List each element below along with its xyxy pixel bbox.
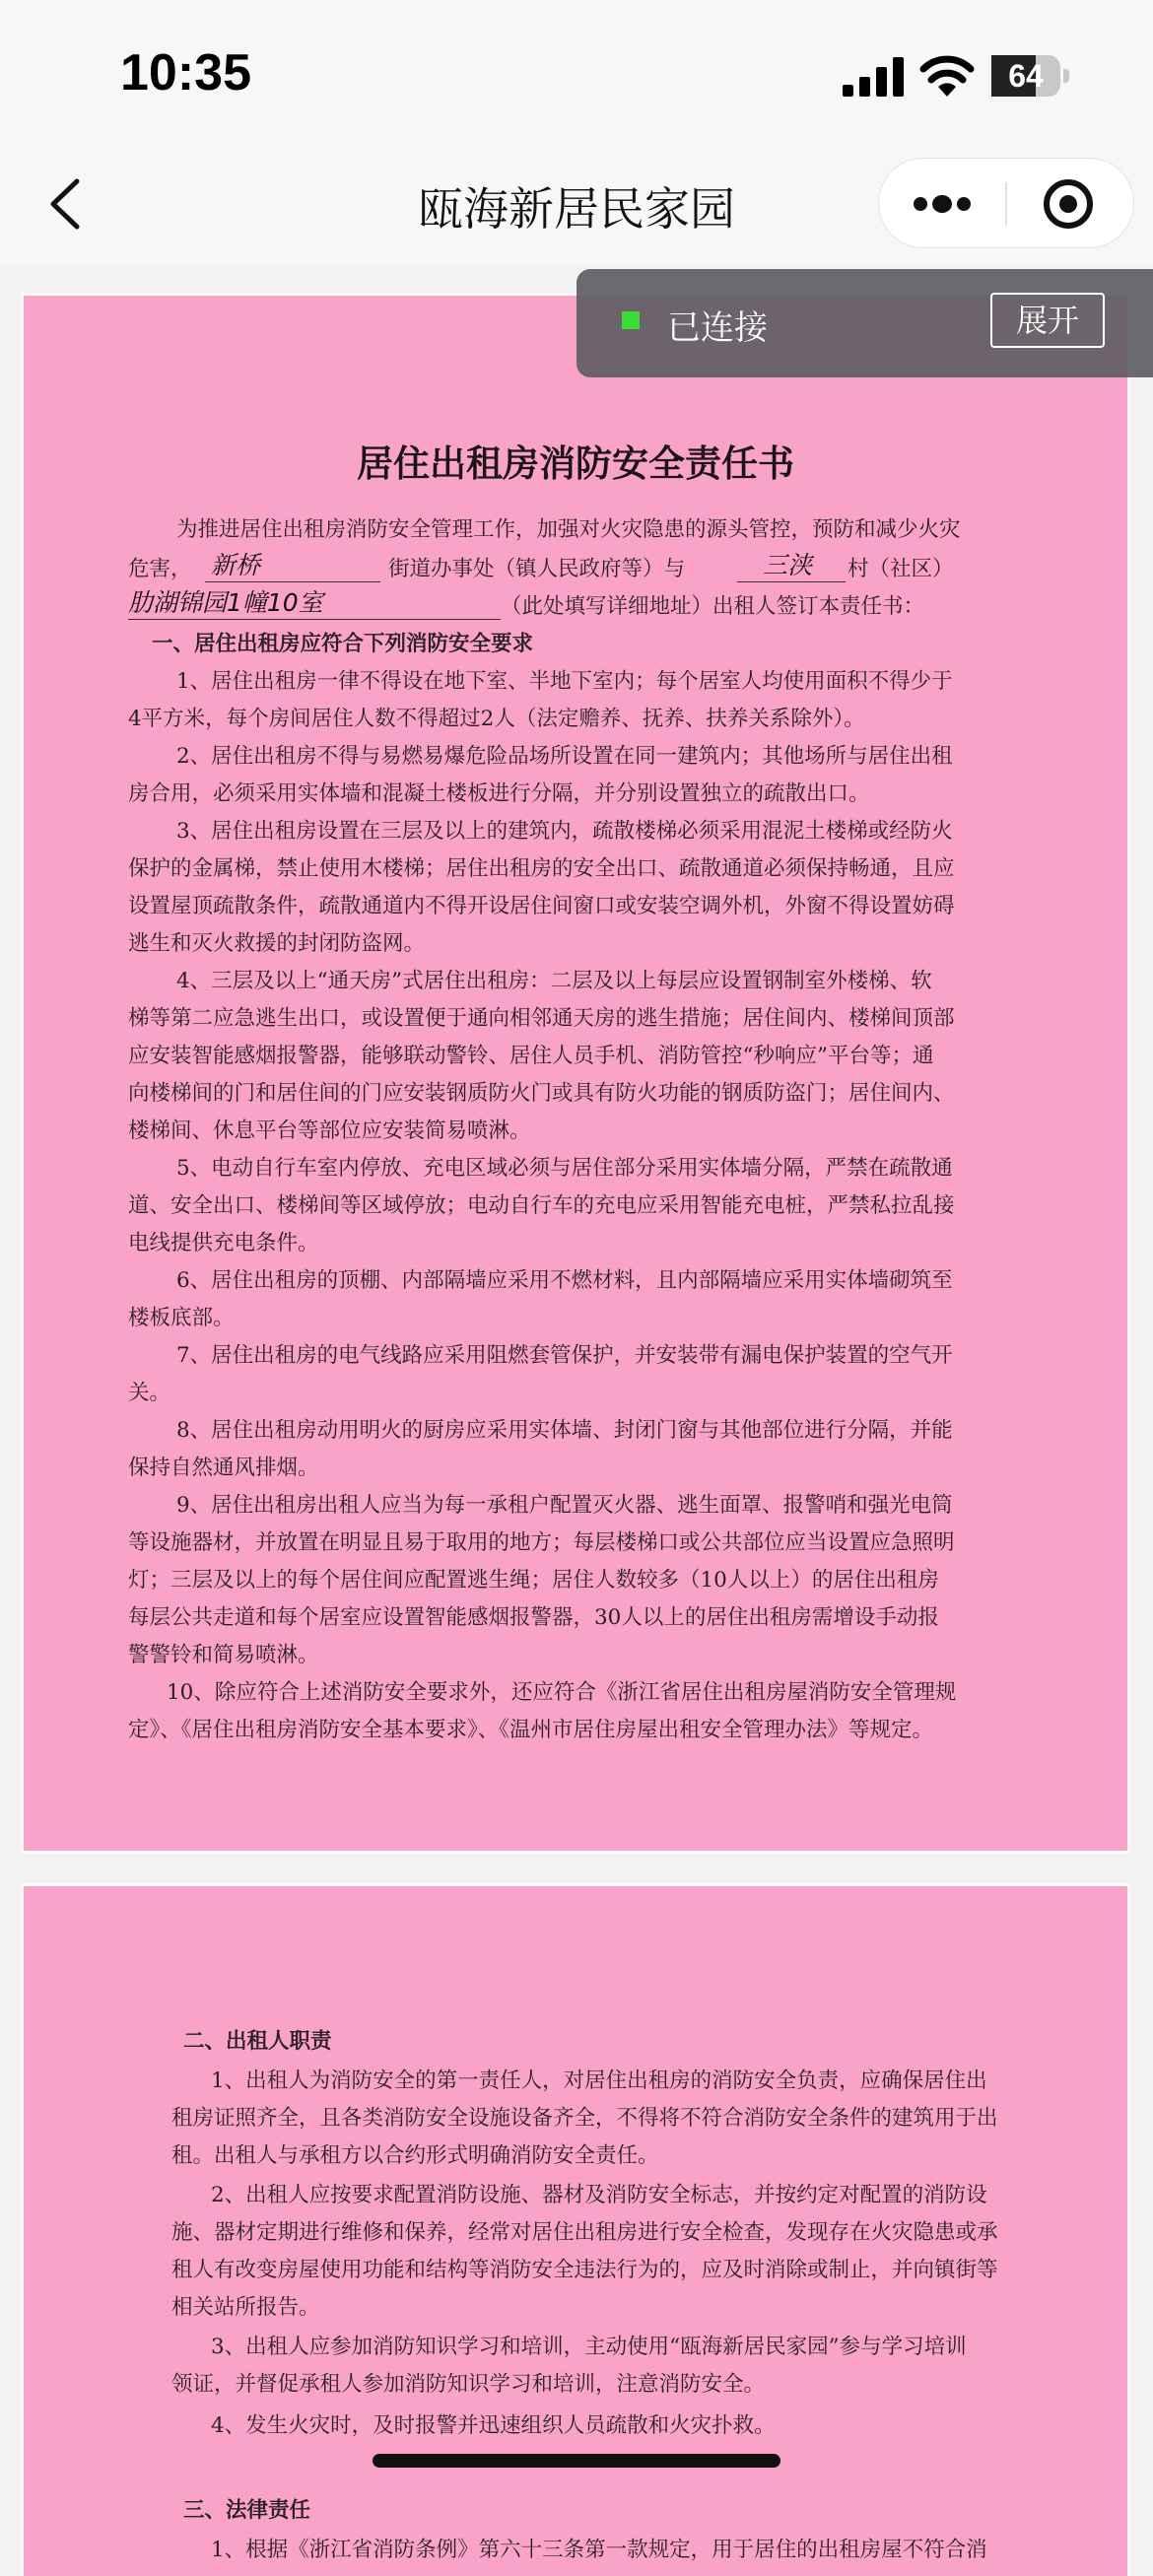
document-line: 1、出租人为消防安全的第一责任人，对居住出租房的消防安全负责，应确保居住出 [211, 2068, 987, 2093]
document-line: 4、发生火灾时，及时报警并迅速组织人员疏散和火灾扑救。 [211, 2413, 776, 2438]
document-line: 4、三层及以上“通天房”式居住出租房：二层及以上每层应设置钢制室外楼梯、软 [176, 969, 932, 993]
document-line: 施、器材定期进行维修和保养，经常对居住出租房进行安全检查，发现存在火灾隐患或承 [171, 2220, 998, 2245]
document-line: 租房证照齐全，且各类消防安全设施设备齐全，不得将不符合消防安全条件的建筑用于出 [171, 2106, 998, 2131]
intro-line: 危害， [128, 557, 192, 581]
section-heading: 三、法律责任 [183, 2498, 311, 2523]
document-line: 6、居住出租房的顶棚、内部隔墙应采用不燃材料，且内部隔墙应采用实体墙砌筑至 [176, 1268, 953, 1293]
intro-line: 村（社区） [848, 557, 954, 581]
document-line: 关。 [128, 1381, 171, 1405]
document-line: 2、出租人应按要求配置消防设施、器材及消防安全标志，并按约定对配置的消防设 [211, 2183, 987, 2207]
document-line: 电线提供充电条件。 [128, 1231, 319, 1255]
intro-line: 街道办事处（镇人民政府等）与 [388, 557, 686, 581]
document-viewer[interactable] [0, 266, 1153, 2562]
document-line: 3、出租人应参加消防知识学习和培训，主动使用“瓯海新居民家园”参与学习培训 [211, 2335, 967, 2359]
document-line: 房合用，必须采用实体墙和混凝土楼板进行分隔，并分别设置独立的疏散出口。 [128, 781, 870, 806]
document-page-2 [24, 1886, 1127, 2576]
document-line: 5、电动自行车室内停放、充电区域必须与居住部分采用实体墙分隔，严禁在疏散通 [176, 1156, 953, 1181]
page-title: 瓯海新居民家园 [418, 182, 735, 236]
document-line: 应安装智能感烟报警器，能够联动警铃、居住人员手机、消防管控“秒响应”平台等；通 [128, 1044, 934, 1068]
document-line: 2、居住出租房不得与易燃易爆危险品场所设置在同一建筑内；其他场所与居住出租 [176, 744, 953, 769]
more-button[interactable] [879, 159, 1005, 247]
connection-status: 已连接 [667, 308, 768, 348]
document-line: 1、居住出租房一律不得设在地下室、半地下室内；每个居室人均使用面积不得少于 [176, 669, 953, 694]
document-line: 9、居住出租房出租人应当为每一承租户配置灭火器、逃生面罩、报警哨和强光电筒 [176, 1493, 953, 1518]
cellular-signal-icon [843, 57, 904, 97]
handwritten-street: 新桥 [211, 551, 261, 579]
document-line: 等设施器材，并放置在明显且易于取用的地方；每层楼梯口或公共部位应当设置应急照明 [128, 1530, 955, 1555]
document-line: 梯等第二应急逃生出口，或设置便于通向相邻通天房的逃生措施；居住间内、楼梯间顶部 [128, 1006, 955, 1031]
document-title: 居住出租房消防安全责任书 [357, 441, 794, 485]
battery-level: 64 [1008, 58, 1044, 94]
document-line: 4平方米，每个房间居住人数不得超过2人（法定赡养、抚养、扶养关系除外）。 [128, 707, 865, 731]
document-line: 警警铃和简易喷淋。 [128, 1643, 319, 1667]
status-bar [0, 0, 1153, 148]
document-line: 租。出租人与承租方以合约形式明确消防安全责任。 [171, 2143, 659, 2168]
document-line: 1、根据《浙江省消防条例》第六十三条第一款规定，用于居住的出租房屋不符合消 [211, 2538, 987, 2562]
document-line: 8、居住出租房动用明火的厨房应采用实体墙、封闭门窗与其他部位进行分隔，并能 [176, 1418, 953, 1443]
handwritten-address: 肋湖锦园1幢10室 [128, 588, 323, 617]
document-line: 相关站所报告。 [171, 2295, 320, 2320]
document-line: 3、居住出租房设置在三层及以上的建筑内，疏散楼梯必须采用混泥土楼梯或经防火 [176, 819, 953, 844]
document-line: 定》、《居住出租房消防安全基本要求》、《温州市居住房屋出租安全管理办法》等规定。 [128, 1718, 934, 1742]
connected-indicator-icon [622, 311, 640, 329]
fill-blank-street [205, 581, 380, 582]
document-line: 每层公共走道和每个居室应设置智能感烟报警器，30人以上的居住出租房需增设手动报 [128, 1605, 939, 1630]
document-line: 领证，并督促承租人参加消防知识学习和培训，注意消防安全。 [171, 2372, 766, 2397]
document-line: 设置屋顶疏散条件，疏散通道内不得开设居住间窗口或安装空调外机，外窗不得设置妨碍 [128, 894, 955, 918]
section-heading: 二、出租人职责 [183, 2029, 332, 2054]
document-line: 楼梯间、休息平台等部位应安装简易喷淋。 [128, 1119, 531, 1143]
document-line: 逃生和灭火救援的封闭防盗网。 [128, 931, 426, 956]
document-line: 7、居住出租房的电气线路应采用阻燃套管保护，并安装带有漏电保护装置的空气开 [176, 1343, 953, 1368]
battery-icon [991, 55, 1070, 97]
document-line: 保护的金属梯，禁止使用木楼梯；居住出租房的安全出口、疏散通道必须保持畅通，且应 [128, 856, 955, 881]
wifi-icon [919, 51, 975, 97]
close-mini-program-button[interactable] [1007, 159, 1133, 247]
nav-bar [0, 148, 1153, 266]
status-time: 10:35 [120, 44, 251, 102]
more-dots-icon [879, 159, 1005, 247]
home-indicator[interactable] [373, 2454, 780, 2468]
document-page-1 [24, 296, 1127, 1851]
document-line: 灯；三层及以上的每个居住间应配置逃生绳；居住人数较多（10人以上）的居住出租房 [128, 1568, 939, 1593]
intro-line: 为推进居住出租房消防安全管理工作，加强对火灾隐患的源头管控，预防和减少火灾 [176, 517, 961, 542]
section-heading: 一、居住出租房应符合下列消防安全要求 [152, 632, 534, 656]
document-line: 楼板底部。 [128, 1306, 235, 1330]
document-line: 保持自然通风排烟。 [128, 1456, 319, 1480]
document-line: 道、安全出口、楼梯间等区域停放；电动自行车的充电应采用智能充电桩，严禁私拉乱接 [128, 1193, 955, 1218]
fill-blank-village [737, 581, 846, 582]
fill-blank-address [128, 619, 501, 620]
document-line: 向楼梯间的门和居住间的门应安装钢质防火门或具有防火功能的钢质防盗门；居住间内、 [128, 1081, 955, 1106]
expand-button[interactable]: 展开 [990, 293, 1105, 348]
target-close-icon [1007, 159, 1133, 247]
connection-toast [576, 269, 1153, 377]
handwritten-village: 三浃 [763, 551, 813, 579]
document-line: 10、除应符合上述消防安全要求外，还应符合《浙江省居住出租房屋消防安全管理规 [167, 1680, 957, 1705]
document-line: 租人有改变房屋使用功能和结构等消防安全违法行为的，应及时消除或制止，并向镇街等 [171, 2258, 998, 2282]
mini-program-capsule [878, 158, 1134, 248]
intro-line: （此处填写详细地址）出租人签订本责任书： [501, 594, 925, 619]
